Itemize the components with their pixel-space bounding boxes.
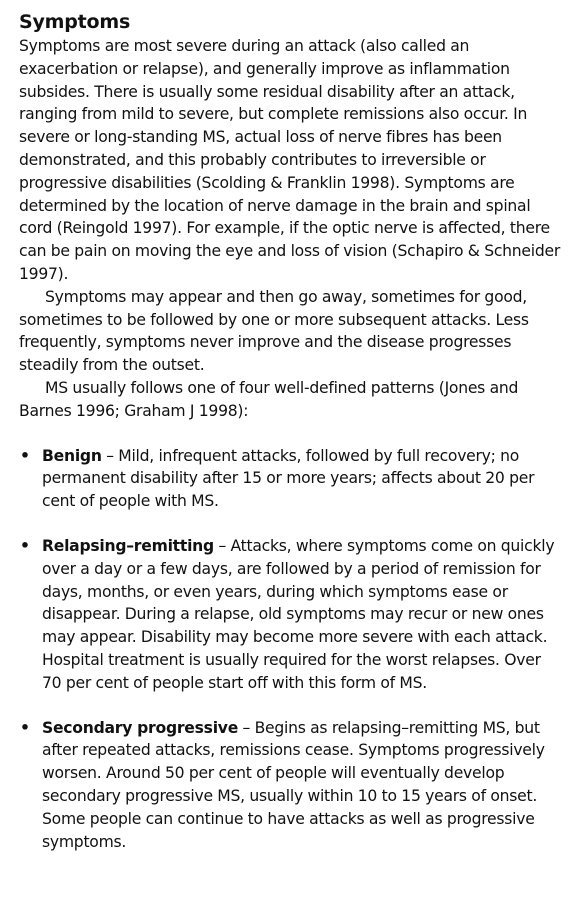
- paragraph-severity: Symptoms are most severe during an attack (also called an exacerbation or relapse), and generally improve as inflammation subsides. There is usually some residual disability after an attack, ranging from mild to severe, but complete remissions also occur. In severe or long-standing MS, actual loss of nerve fibres has been demonstrated, and this probably contributes to irreversible or progressive disabilities (Scolding & Franklin 1998). Symptoms are determined by the location of nerve damage in the brain and spinal cord (Reingold 1997). For example, if the optic nerve is affected, there can be pain on moving the eye and loss of vision (Schapiro & Schneider 1997).: [19, 37, 561, 283]
- paragraph-appearance: Symptoms may appear and then go away, sometimes for good, sometimes to be followed by one or more subsequent attacks. Less frequently, symptoms never improve and the disease progresses steadily from the outset.: [19, 287, 529, 375]
- spacer: [19, 423, 562, 445]
- list-item-benign: [19, 445, 562, 513]
- list-item-secondary-progressive: [19, 717, 562, 854]
- spacer: [19, 695, 562, 717]
- bullet-icon: •: [20, 536, 30, 555]
- pattern-description: – Attacks, where symptoms come on quickly over a day or a few days, are followed by a period of remission for days, months, or even years, during which symptoms ease or disappear. During a relapse, old symptoms may recur or new ones may appear. Disability may become more severe with each attack. Hospital treatment is usually required for the worst relapses. Over 70 per cent of people start off with this form of MS.: [42, 536, 555, 692]
- pattern-description: – Begins as relapsing–remitting MS, but after repeated attacks, remissions cease. Symptoms progressively worsen. Around 50 per cent of people will eventually develop secondary progressive MS, usually within 10 to 15 years of onset. Some people can continue to have attacks as well as progressive symptoms.: [42, 718, 545, 851]
- spacer: [19, 513, 562, 535]
- pattern-term: Benign: [42, 446, 102, 465]
- bullet-icon: •: [20, 718, 30, 737]
- list-item-relapsing-remitting: [19, 535, 562, 695]
- paragraph-patterns-intro: MS usually follows one of four well-defined patterns (Jones and Barnes 1996; Graham J 1998):: [19, 378, 519, 420]
- bullet-icon: •: [20, 446, 30, 465]
- pattern-description: – Mild, infrequent attacks, followed by full recovery; no permanent disability after 15 or more years; affects about 20 per cent of people with MS.: [42, 446, 535, 511]
- patterns-list: [19, 445, 562, 854]
- section-heading: Symptoms: [19, 11, 131, 33]
- pattern-term: Secondary progressive: [42, 718, 239, 737]
- pattern-term: Relapsing–remitting: [42, 536, 214, 555]
